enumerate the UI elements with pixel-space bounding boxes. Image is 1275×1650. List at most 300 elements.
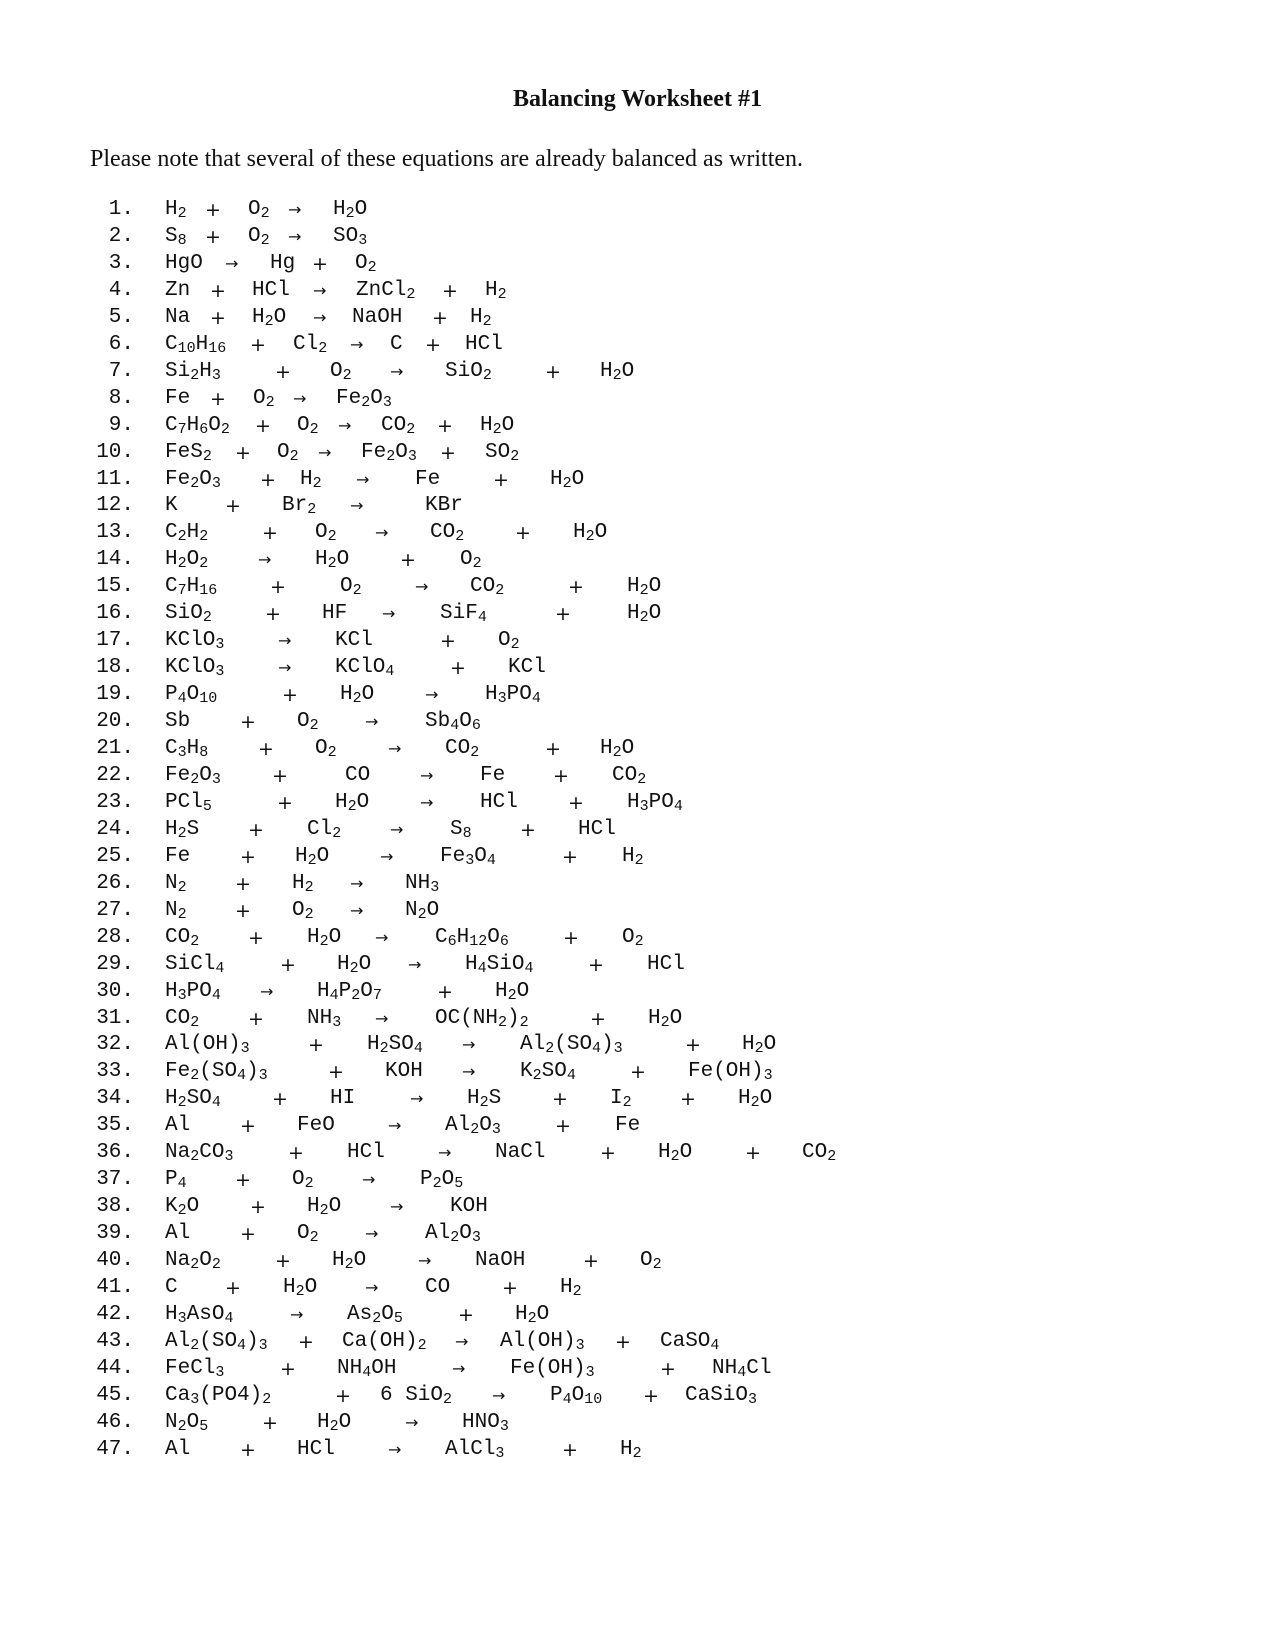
plus-sign: + <box>568 576 584 599</box>
reaction-arrow: → <box>390 1197 404 1217</box>
chemical-formula: KBr <box>425 494 463 518</box>
chemical-formula: Al <box>165 1437 191 1461</box>
chemical-formula: $H_2O$ <box>648 1006 683 1031</box>
chemical-formula: $H_2O$ <box>317 1410 352 1435</box>
reaction-arrow: → <box>410 1089 424 1109</box>
plus-sign: + <box>660 1357 676 1380</box>
equation-number: 40. <box>96 1249 134 1273</box>
chemical-formula: CO <box>345 763 371 787</box>
chemical-formula: $O_2$ <box>460 548 482 573</box>
chemical-formula: $O_2$ <box>622 925 644 950</box>
chemical-formula: $H_3PO_4$ <box>165 979 221 1004</box>
chemical-formula: NaOH <box>352 305 403 329</box>
reaction-arrow: → <box>380 846 394 866</box>
chemical-formula: $Na_2O_2$ <box>165 1249 221 1274</box>
chemical-formula: $C_7H_6O_2$ <box>165 413 230 438</box>
chemical-formula: $O_2$ <box>315 737 337 761</box>
equation-number: 1. <box>108 198 134 221</box>
plus-sign: + <box>425 333 441 356</box>
chemical-formula: Fe <box>615 1114 641 1138</box>
equation-number: 5. <box>108 305 134 329</box>
chemical-formula: CaSO$_4$ <box>660 1329 720 1354</box>
chemical-formula: $C_3H_8$ <box>165 737 209 761</box>
chemical-formula: $Cl_2$ <box>307 817 342 842</box>
plus-sign: + <box>568 791 584 814</box>
equation-number: 25. <box>96 844 134 868</box>
equation-number: 33. <box>96 1060 134 1084</box>
chemical-formula: $N_2O$ <box>405 898 440 923</box>
reaction-arrow: → <box>350 873 364 893</box>
chemical-formula: $Fe_2O_3$ <box>361 440 417 465</box>
plus-sign: + <box>260 468 276 491</box>
plus-sign: + <box>555 603 571 626</box>
chemical-formula: $H_2O$ <box>550 467 585 492</box>
chemical-formula: $H_2O$ <box>307 925 342 950</box>
chemical-formula: HI <box>330 1087 356 1111</box>
chemical-formula: $H_2$ <box>165 198 187 222</box>
plus-sign: + <box>262 522 278 545</box>
chemical-formula: Sb <box>165 710 191 734</box>
chemical-formula: $O_2$ <box>292 898 314 923</box>
chemical-formula: $H_2O$ <box>738 1087 773 1112</box>
plus-sign: + <box>400 549 416 572</box>
reaction-arrow: → <box>405 1412 419 1432</box>
chemical-formula: $H_2O$ <box>337 952 372 977</box>
chemical-formula: $C_{10}H_{16}$ <box>165 332 227 357</box>
plus-sign: + <box>545 738 561 760</box>
chemical-formula: $H_2O$ <box>252 305 287 330</box>
chemical-formula: $Fe_2(SO_4)_3$ <box>165 1060 268 1085</box>
chemical-formula: $O_2$ <box>248 198 270 222</box>
chemical-formula: $H_2O$ <box>742 1033 777 1058</box>
equation-number: 2. <box>108 224 134 248</box>
chemical-formula: HCl <box>480 790 518 814</box>
worksheet-title: Balancing Worksheet #1 <box>513 86 762 112</box>
chemical-formula: $NH_3$ <box>307 1006 342 1031</box>
chemical-formula: $H_2O$ <box>627 575 662 600</box>
reaction-arrow: → <box>260 981 274 1001</box>
plus-sign: + <box>272 764 288 787</box>
plus-sign: + <box>205 199 221 221</box>
plus-sign: + <box>235 1169 251 1192</box>
chemical-formula: HCl <box>465 332 503 356</box>
plus-sign: + <box>205 225 221 248</box>
reaction-arrow: → <box>420 792 434 812</box>
chemical-formula: Fe <box>165 844 191 868</box>
plus-sign: + <box>515 522 531 545</box>
chemical-formula: $HNO_3$ <box>462 1410 509 1435</box>
reaction-arrow: → <box>313 307 327 327</box>
equation-number: 16. <box>96 602 134 626</box>
chemical-formula: $CO_2$ <box>612 763 647 788</box>
chemical-formula: AlCl$_3$ <box>445 1437 505 1462</box>
plus-sign: + <box>240 1223 256 1246</box>
chemical-formula: $H_2O$ <box>307 1195 342 1220</box>
plus-sign: + <box>210 306 226 329</box>
chemical-formula: K <box>165 494 178 518</box>
equation-number: 30. <box>96 979 134 1003</box>
plus-sign: + <box>255 414 271 437</box>
plus-sign: + <box>210 387 226 410</box>
reaction-arrow: → <box>375 927 389 947</box>
plus-sign: + <box>615 1330 631 1353</box>
chemical-formula: $CO_2$ <box>165 925 200 950</box>
chemical-formula: $O_2$ <box>640 1249 662 1274</box>
plus-sign: + <box>240 845 256 868</box>
plus-sign: + <box>588 953 604 976</box>
chemical-formula: KClO$_4$ <box>335 656 395 681</box>
chemical-formula: $H_2O$ <box>333 198 368 222</box>
plus-sign: + <box>240 1115 256 1138</box>
chemical-formula: $H_2$ <box>292 871 314 896</box>
equation-number: 8. <box>108 386 134 410</box>
chemical-formula: $H_2O$ <box>335 790 370 815</box>
chemical-formula: $H_2O$ <box>340 683 375 708</box>
plus-sign: + <box>590 1007 606 1030</box>
plus-sign: + <box>458 1303 474 1326</box>
chemical-formula: $Al_2O_3$ <box>445 1114 501 1139</box>
chemical-formula: $CO_2$ <box>445 737 480 761</box>
equation-number: 35. <box>96 1114 134 1138</box>
chemical-formula: HCl <box>297 1437 335 1461</box>
plus-sign: + <box>240 711 256 734</box>
equation-number: 34. <box>96 1087 134 1111</box>
chemical-formula: KCl <box>508 656 546 680</box>
plus-sign: + <box>553 764 569 787</box>
plus-sign: + <box>583 1250 599 1273</box>
equation-number: 20. <box>96 710 134 734</box>
chemical-formula: $H_2$ <box>560 1276 582 1300</box>
chemical-formula: $Cl_2$ <box>293 332 328 357</box>
chemical-formula: SiO$_2$ <box>165 602 212 627</box>
equation-number: 32. <box>96 1033 134 1057</box>
reaction-arrow: → <box>278 658 292 678</box>
chemical-formula: $Al_2(SO_4)_3$ <box>520 1033 623 1058</box>
reaction-arrow: → <box>290 1304 304 1324</box>
chemical-formula: CO <box>425 1276 451 1299</box>
chemical-formula: C <box>165 1276 178 1299</box>
chemical-formula: FeCl$_3$ <box>165 1356 225 1381</box>
reaction-arrow: → <box>350 334 364 354</box>
equation-number: 42. <box>96 1302 134 1326</box>
chemical-formula: $H_3PO_4$ <box>485 683 541 708</box>
chemical-formula: $H_2$ <box>620 1437 642 1462</box>
reaction-arrow: → <box>365 712 379 732</box>
equation-number: 12. <box>96 494 134 518</box>
plus-sign: + <box>437 414 453 437</box>
equation-number: 10. <box>96 440 134 464</box>
chemical-formula: $H_2O_2$ <box>165 548 209 573</box>
plus-sign: + <box>280 953 296 976</box>
chemical-formula: $As_2O_5$ <box>347 1302 403 1327</box>
chemical-formula: $Ca_3(PO4)_2$ <box>165 1383 272 1408</box>
chemical-formula: HCl <box>578 817 616 841</box>
chemical-formula: $Al(OH)_3$ <box>165 1033 250 1058</box>
chemical-formula: KClO$_3$ <box>165 629 225 654</box>
chemical-formula: ZnCl$_2$ <box>356 278 416 303</box>
chemical-formula: NaCl <box>495 1141 546 1165</box>
reaction-arrow: → <box>492 1385 506 1405</box>
reaction-arrow: → <box>338 415 352 435</box>
chemical-formula: $Sb_4O_6$ <box>425 710 481 735</box>
plus-sign: + <box>450 657 466 680</box>
chemical-formula: $S_8$ <box>165 224 187 249</box>
chemical-formula: KOH <box>385 1060 423 1084</box>
plus-sign: + <box>562 1438 578 1461</box>
reaction-arrow: → <box>425 685 439 705</box>
chemical-formula: $Br_2$ <box>282 494 317 519</box>
chemical-formula: SiO$_2$ <box>445 359 492 384</box>
equation-number: 31. <box>96 1006 134 1030</box>
chemical-formula: $Fe_3O_4$ <box>440 844 496 869</box>
plus-sign: + <box>248 926 264 949</box>
plus-sign: + <box>270 576 286 599</box>
plus-sign: + <box>685 1034 701 1057</box>
chemical-formula: $O_2$ <box>297 1222 319 1247</box>
chemical-formula: $CO_2$ <box>802 1141 837 1166</box>
equation-number: 21. <box>96 737 134 760</box>
chemical-formula: $K_2SO_4$ <box>520 1060 576 1085</box>
chemical-formula: $K_2O$ <box>165 1195 200 1220</box>
plus-sign: + <box>600 1142 616 1165</box>
chemical-formula: $H_2O$ <box>495 979 530 1004</box>
equation-number: 14. <box>96 548 134 572</box>
chemical-formula: $H_2O$ <box>573 521 608 546</box>
chemical-formula: $H_2SO_4$ <box>165 1087 221 1112</box>
chemical-formula: Hg <box>270 251 296 275</box>
chemical-formula: $O_2$ <box>253 386 275 411</box>
chemical-formula: $H_2O$ <box>600 737 635 761</box>
plus-sign: + <box>630 1061 646 1084</box>
reaction-arrow: → <box>452 1358 466 1378</box>
plus-sign: + <box>275 360 291 383</box>
chemical-formula: $H_2$ <box>470 305 492 330</box>
chemical-formula: $O_2$ <box>355 251 377 276</box>
equation-number: 41. <box>96 1276 134 1299</box>
chemical-formula: $I_2$ <box>610 1087 632 1112</box>
reaction-arrow: → <box>365 1278 379 1297</box>
chemical-formula: $CO_2$ <box>165 1006 200 1031</box>
chemical-formula: 6 SiO$_2$ <box>380 1383 453 1408</box>
reaction-arrow: → <box>365 1224 379 1244</box>
chemical-formula: C <box>390 332 403 356</box>
plus-sign: + <box>552 1088 568 1111</box>
chemical-formula: $C_7H_{16}$ <box>165 575 218 600</box>
chemical-formula: $O_2$ <box>340 575 362 600</box>
reaction-arrow: → <box>375 1008 389 1028</box>
equation-number: 11. <box>96 467 134 491</box>
chemical-formula: $Al(OH)_3$ <box>500 1329 585 1354</box>
plus-sign: + <box>225 1277 241 1299</box>
chemical-formula: $NH_4Cl$ <box>712 1356 772 1381</box>
chemical-formula: $O_2$ <box>248 224 270 249</box>
equation-number: 3. <box>108 251 134 275</box>
chemical-formula: $H_2O$ <box>315 548 350 573</box>
chemical-formula: $CO_2$ <box>381 413 416 438</box>
equation-number: 39. <box>96 1222 134 1246</box>
chemical-formula: $Al_2(SO_4)_3$ <box>165 1329 268 1354</box>
chemical-formula: $Fe_2O_3$ <box>165 467 221 492</box>
plus-sign: + <box>563 926 579 949</box>
reaction-arrow: → <box>225 253 239 273</box>
chemical-formula: $H_2S$ <box>165 817 200 842</box>
chemical-formula: $H_2O$ <box>600 359 635 384</box>
reaction-arrow: → <box>350 496 364 516</box>
reaction-arrow: → <box>382 604 396 624</box>
chemical-formula: $H_2O$ <box>332 1249 367 1274</box>
chemical-formula: $NH_4OH$ <box>337 1356 397 1381</box>
chemical-formula: $NH_3$ <box>405 871 440 896</box>
plus-sign: + <box>272 1088 288 1111</box>
equation-number: 37. <box>96 1168 134 1192</box>
plus-sign: + <box>643 1384 659 1407</box>
chemical-formula: $H_4SiO_4$ <box>465 952 534 977</box>
plus-sign: + <box>680 1088 696 1111</box>
equation-number: 6. <box>108 332 134 356</box>
plus-sign: + <box>555 1115 571 1138</box>
chemical-formula: $SO_2$ <box>485 440 520 465</box>
chemical-formula: $H_2O$ <box>658 1141 693 1166</box>
plus-sign: + <box>298 1330 314 1353</box>
equation-number: 7. <box>108 359 134 383</box>
reaction-arrow: → <box>288 200 302 219</box>
plus-sign: + <box>335 1384 351 1407</box>
reaction-arrow: → <box>278 631 292 651</box>
chemical-formula: HCl <box>252 278 290 302</box>
plus-sign: + <box>258 738 274 760</box>
chemical-formula: $H_2SO_4$ <box>367 1033 423 1058</box>
chemical-formula: HF <box>322 602 348 626</box>
reaction-arrow: → <box>455 1331 469 1351</box>
chemical-formula: KClO$_3$ <box>165 656 225 681</box>
equation-number: 9. <box>108 413 134 437</box>
equation-number: 13. <box>96 521 134 545</box>
plus-sign: + <box>235 441 251 464</box>
chemical-formula: $Si_2H_3$ <box>165 359 221 384</box>
chemical-formula: KCl <box>335 629 373 653</box>
plus-sign: + <box>240 1438 256 1461</box>
plus-sign: + <box>277 791 293 814</box>
equation-number: 38. <box>96 1195 134 1219</box>
chemical-formula: $H_2O$ <box>283 1276 318 1300</box>
plus-sign: + <box>250 333 266 356</box>
chemical-formula: Fe <box>165 386 191 410</box>
chemical-formula: $C_6H_{12}O_6$ <box>435 925 509 950</box>
equation-number: 43. <box>96 1329 134 1353</box>
chemical-formula: Al <box>165 1114 191 1138</box>
plus-sign: + <box>235 899 251 922</box>
chemical-formula: FeS$_2$ <box>165 440 212 465</box>
equation-number: 17. <box>96 629 134 653</box>
chemical-formula: $H_2O$ <box>515 1302 550 1327</box>
chemical-formula: $Ca(OH)_2$ <box>342 1329 427 1354</box>
equation-number: 29. <box>96 952 134 976</box>
chemical-formula: $H_3PO_4$ <box>627 790 683 815</box>
worksheet-note: Please note that several of these equations are already balanced as written. <box>90 146 804 172</box>
chemical-formula: HCl <box>347 1141 385 1165</box>
plus-sign: + <box>308 1034 324 1057</box>
plus-sign: + <box>562 845 578 868</box>
chemical-formula: $H_4P_2O_7$ <box>317 979 382 1004</box>
equation-number: 45. <box>96 1383 134 1407</box>
reaction-arrow: → <box>350 900 364 920</box>
equation-number: 22. <box>96 763 134 787</box>
chemical-formula: $O_2$ <box>277 440 299 465</box>
chemical-formula: $N_2$ <box>165 898 187 923</box>
chemical-formula: $C_2H_2$ <box>165 521 209 546</box>
chemical-formula: $O_2$ <box>297 710 319 735</box>
plus-sign: + <box>282 684 298 707</box>
chemical-formula: $H_2O$ <box>295 844 330 869</box>
reaction-arrow: → <box>362 1170 376 1190</box>
chemical-formula: $O_2$ <box>498 629 520 654</box>
chemical-formula: Fe <box>480 763 506 787</box>
reaction-arrow: → <box>288 226 302 246</box>
chemical-formula: $Al_2O_3$ <box>425 1222 481 1247</box>
equation-number: 46. <box>96 1410 134 1434</box>
reaction-arrow: → <box>388 1439 402 1459</box>
chemical-formula: $O_2$ <box>315 521 337 546</box>
reaction-arrow: → <box>258 550 272 570</box>
reaction-arrow: → <box>313 280 327 300</box>
plus-sign: + <box>312 252 328 275</box>
chemical-formula: $Fe_2O_3$ <box>336 386 392 411</box>
chemical-formula: $S_8$ <box>450 817 472 842</box>
plus-sign: + <box>442 279 458 302</box>
chemical-formula: FeO <box>297 1114 335 1138</box>
chemical-formula: $Fe(OH)_3$ <box>688 1060 773 1085</box>
chemical-formula: Fe <box>415 467 441 491</box>
plus-sign: + <box>275 1250 291 1273</box>
equation-number: 27. <box>96 898 134 922</box>
chemical-formula: NaOH <box>475 1249 526 1273</box>
reaction-arrow: → <box>415 577 429 597</box>
chemical-formula: $Na_2CO_3$ <box>165 1141 234 1166</box>
equation-number: 26. <box>96 871 134 895</box>
chemical-formula: $P_4$ <box>165 1168 187 1193</box>
plus-sign: + <box>520 818 536 841</box>
plus-sign: + <box>248 1007 264 1030</box>
chemical-formula: Al <box>165 1222 191 1246</box>
plus-sign: + <box>262 1411 278 1434</box>
reaction-arrow: → <box>418 1251 432 1271</box>
reaction-arrow: → <box>388 1116 402 1136</box>
chemical-formula: HCl <box>647 952 685 976</box>
chemical-formula: $CO_2$ <box>430 521 465 546</box>
plus-sign: + <box>210 279 226 302</box>
reaction-arrow: → <box>390 361 404 381</box>
chemical-formula: SiF$_4$ <box>440 602 487 627</box>
chemical-formula: $N_2O_5$ <box>165 1410 209 1435</box>
chemical-formula: $H_3AsO_4$ <box>165 1302 234 1327</box>
equation-number: 36. <box>96 1141 134 1165</box>
equation-number: 18. <box>96 656 134 680</box>
chemical-formula: $H_2O$ <box>627 602 662 627</box>
plus-sign: + <box>328 1061 344 1084</box>
reaction-arrow: → <box>462 1035 476 1055</box>
chemical-formula: HgO <box>165 251 203 275</box>
reaction-arrow: → <box>462 1062 476 1082</box>
chemical-formula: $P_4O_{10}$ <box>550 1383 603 1408</box>
chemical-formula: $H_2$ <box>300 467 322 492</box>
chemical-formula: $O_2$ <box>330 359 352 384</box>
chemical-formula: KOH <box>450 1195 488 1219</box>
reaction-arrow: → <box>375 523 389 543</box>
chemical-formula: $H_2O$ <box>480 413 515 438</box>
chemical-formula: $CO_2$ <box>470 575 505 600</box>
plus-sign: + <box>440 441 456 464</box>
chemical-formula: Zn <box>165 278 191 302</box>
